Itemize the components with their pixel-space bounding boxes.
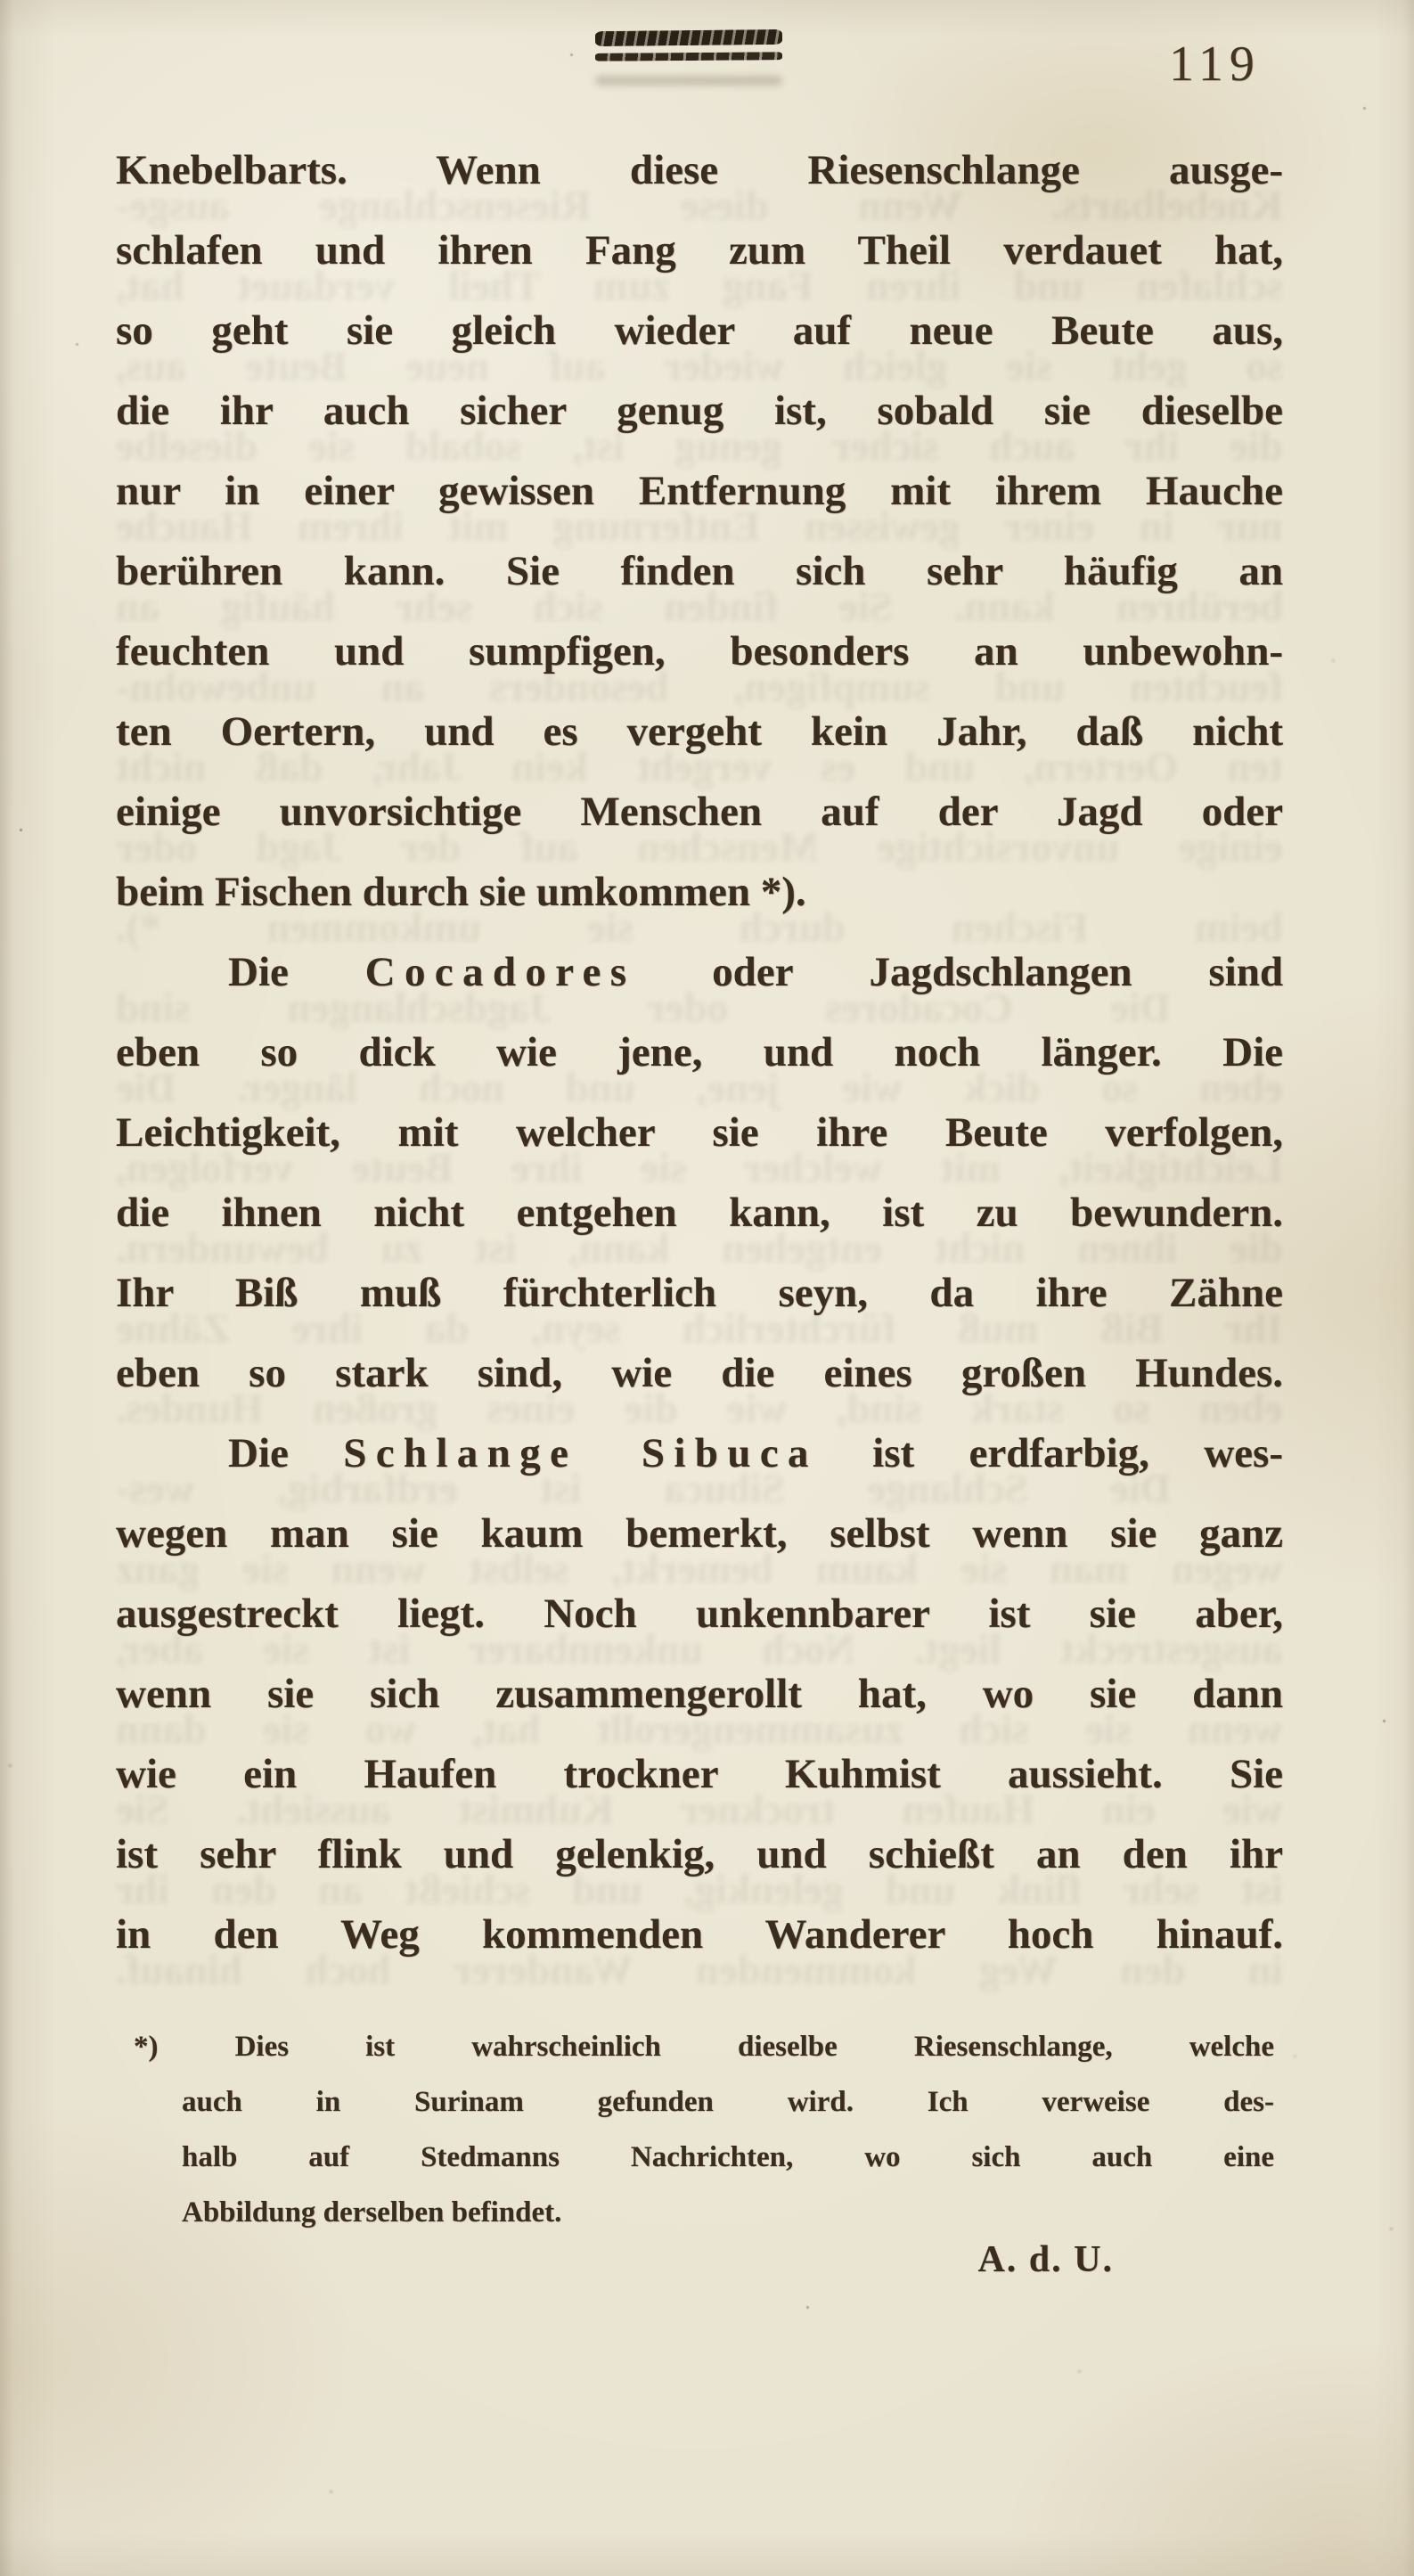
text-line: eben so dick wie jene, und noch länger. Die [116,1029,1283,1075]
ghost-line: ist sehr flink und gelenkig, und schießt an den ihr [116,1867,1283,1913]
text-line: feuchten und sumpfigen, besonders an unbewohn- [116,628,1283,675]
text-segment: Die [228,1430,344,1476]
footnote [134,2019,1274,2240]
text-line: ist sehr flink und gelenkig, und schießt an den ihr [116,1831,1283,1877]
footnote-signature: A. d. U. [977,2239,1114,2280]
body-text [116,130,1283,1975]
ghost-line: eben so stark sind, wie die eines großen Hundes. [116,1386,1283,1432]
paper-specks [0,0,3,3]
ghost-line: Die Schlange Sibuca ist erdfarbig, wes- [116,1466,1171,1512]
text-line: berühren kann. Sie finden sich sehr häufig an [116,548,1283,594]
ghost-line: beim Fischen durch sie umkommen *). [116,904,1283,951]
page-number: 119 [1169,37,1261,92]
text-line: ausgestreckt liegt. Noch unkennbarer ist sie aber, [116,1591,1283,1637]
text-line: nur in einer gewissen Entfernung mit ihrem Hauche [116,468,1283,514]
ghost-line: schlafen und ihren Fang zum Theil verdauet hat, [116,263,1283,309]
text-line: wenn sie sich zusammengerollt hat, wo sie dann [116,1671,1283,1717]
ghost-line: Leichtigkeit, mit welcher sie ihre Beute verfolgen, [116,1145,1283,1191]
text-line: ten Oertern, und es vergeht kein Jahr, daß nicht [116,708,1283,755]
text-line: eben so stark sind, wie die eines großen Hundes. [116,1350,1283,1396]
text-line: Leichtigkeit, mit welcher sie ihre Beute verfolgen, [116,1109,1283,1156]
ghost-line: die ihnen nicht entgehen kann, ist zu bewundern. [116,1225,1283,1272]
rule-bar-thick [595,29,782,46]
ghost-line: so geht sie gleich wieder auf neue Beute aus, [116,343,1283,389]
text-line: so geht sie gleich wieder auf neue Beute aus, [116,307,1283,354]
rule-show-through [595,76,782,86]
text-line: Ihr Biß muß fürchterlich seyn, da ihre Zähne [116,1270,1283,1316]
text-segment: Die [228,949,365,995]
emphasized-term: Schlange Sibuca [343,1430,818,1476]
ghost-line: berühren kann. Sie finden sich sehr häufig an [116,584,1283,630]
ghost-line: Die Cocadores oder Jagdschlangen sind [116,985,1171,1031]
text-segment: ist erdfarbig, wes- [817,1430,1283,1476]
rule-bar-thin [595,52,782,61]
ghost-line: wenn sie sich zusammengerollt hat, wo sie dann [116,1706,1283,1753]
ghost-line: wie ein Haufen trockner Kuhmist aussieht. Sie [116,1787,1283,1833]
text-line: einige unvorsichtige Menschen auf der Jagd oder [116,789,1283,835]
footnote-line: Abbildung derselben befindet. [182,2196,562,2228]
ghost-line: in den Weg kommenden Wanderer hoch hinauf. [116,1947,1283,1993]
ghost-line: feuchten und sumpfigen, besonders an unbewohn- [116,664,1283,710]
ghost-line: Ihr Biß muß fürchterlich seyn, da ihre Zähne [116,1305,1283,1352]
text-line: in den Weg kommenden Wanderer hoch hinauf. [116,1911,1283,1958]
ghost-line: eben so dick wie jene, und noch länger. Die [116,1065,1283,1111]
ghost-line: Knebelbarts. Wenn diese Riesenschlange ausge- [116,183,1283,229]
text-line [116,932,1283,1012]
footnote-line: *) Dies ist wahrscheinlich dieselbe Riesenschlange, welche [134,2031,1274,2063]
printers-rule-ornament [595,30,782,86]
ghost-line: nur in einer gewissen Entfernung mit ihrem Hauche [116,503,1283,550]
text-line: wegen man sie kaum bemerkt, selbst wenn sie ganz [116,1510,1283,1557]
text-line: beim Fischen durch sie umkommen *). [116,869,806,915]
text-line: schlafen und ihren Fang zum Theil verdauet hat, [116,227,1283,274]
text-line: die ihnen nicht entgehen kann, ist zu bewundern. [116,1190,1283,1236]
footnote-line: halb auf Stedmanns Nachrichten, wo sich auch eine [182,2141,1274,2173]
text-line [116,1413,1283,1493]
ghost-line: einige unvorsichtige Menschen auf der Jagd oder [116,824,1283,871]
ghost-line: ten Oertern, und es vergeht kein Jahr, daß nicht [116,744,1283,790]
text-line: Knebelbarts. Wenn diese Riesenschlange ausge- [116,147,1283,193]
text-line: wie ein Haufen trockner Kuhmist aussieht. Sie [116,1751,1283,1797]
footnote-line: auch in Surinam gefunden wird. Ich verweise des- [182,2086,1274,2118]
ghost-line: wegen man sie kaum bemerkt, selbst wenn sie ganz [116,1546,1283,1592]
text-segment: oder Jagdschlangen sind [635,949,1283,995]
emphasized-term: Cocadores [364,949,636,995]
text-line: die ihr auch sicher genug ist, sobald sie dieselbe [116,388,1283,434]
ghost-line: die ihr auch sicher genug ist, sobald sie dieselbe [116,423,1283,470]
ghost-line: ausgestreckt liegt. Noch unkennbarer ist sie aber, [116,1626,1283,1672]
